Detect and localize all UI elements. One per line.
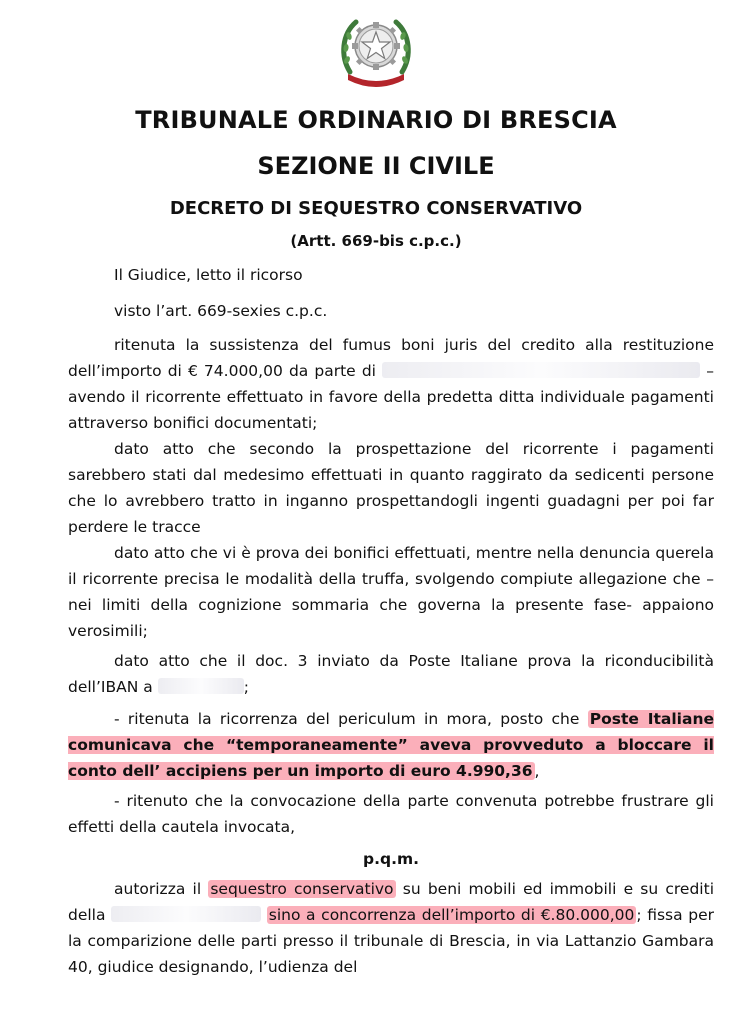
paragraph-letto: Il Giudice, letto il ricorso (114, 266, 303, 284)
paragraph-bonifici: dato atto che vi è prova dei bonifici effettuati, mentre nella denuncia querela il ricorrente precisa le modalità della truffa, svolgendo compiute allegazione che – nei limiti della cognizione sommaria che governa la presente fase- appaiono verosimili; (68, 544, 714, 640)
highlighted-sequestro: sequestro conservativo (210, 880, 394, 898)
highlighted-bank-block: Poste Italiane comunicava che “temporaneamente” aveva provveduto a bloccare il conto dell’ accipiens per un importo di euro 4.990,36 (68, 710, 714, 780)
paragraph-convocazione: - ritenuto che la convocazione della parte convenuta potrebbe frustrare gli effetti della cautela invocata, (68, 792, 714, 836)
paragraph-iban: dato atto che il doc. 3 inviato da Poste Italiane prova la riconducibilità dell’IBAN a ; (68, 652, 714, 696)
paragraph-prospettazione: dato atto che secondo la prospettazione del ricorrente i pagamenti sarebbero stati dal medesimo effettuati in quanto raggirato da sedicenti persone che lo avrebbero tratto in inganno prospettandogli ingenti guadagni per poi far perdere le tracce (68, 440, 714, 536)
redacted-iban-owner (158, 678, 244, 694)
decree-title: DECRETO DI SEQUESTRO CONSERVATIVO (169, 198, 583, 219)
redacted-name (382, 362, 700, 378)
republic-emblem-icon (338, 10, 414, 88)
paragraph-fumus: ritenuta la sussistenza del fumus boni juris del credito alla restituzione dell’importo di € 74.000,00 da parte di – avendo il ricorrente effettuato in favore della predetta ditta individuale pagamenti attraverso bonifici documentati; (68, 336, 714, 432)
highlighted-amount: sino a concorrenza dell’importo di €.80.000,00 (268, 906, 635, 924)
articles-reference: (Artt. 669-bis c.p.c.) (290, 232, 462, 250)
redacted-party (111, 906, 261, 922)
court-title: TRIBUNALE ORDINARIO DI BRESCIA (135, 106, 617, 134)
document-body (68, 262, 714, 288)
paragraph-visto: visto l’art. 669-sexies c.p.c. (114, 302, 328, 320)
paragraph-periculum: - ritenuta la ricorrenza del periculum in mora, posto che Poste Italiane comunicava che “temporaneamente” aveva provveduto a bloccare il conto dell’ accipiens per un importo di euro 4.990,36 , (68, 710, 714, 780)
paragraph-autorizza: autorizza il sequestro conservativo su beni mobili ed immobili e su crediti della sino a concorrenza dell’importo di €.80.000,00 ; fissa per la comparizione delle parti presso il tribunale di Brescia, in via Lattanzio Gambara 40, giudice designando, l’udienza del (68, 880, 714, 976)
section-title: SEZIONE II CIVILE (257, 152, 495, 180)
pqm-heading: p.q.m. (362, 850, 419, 868)
